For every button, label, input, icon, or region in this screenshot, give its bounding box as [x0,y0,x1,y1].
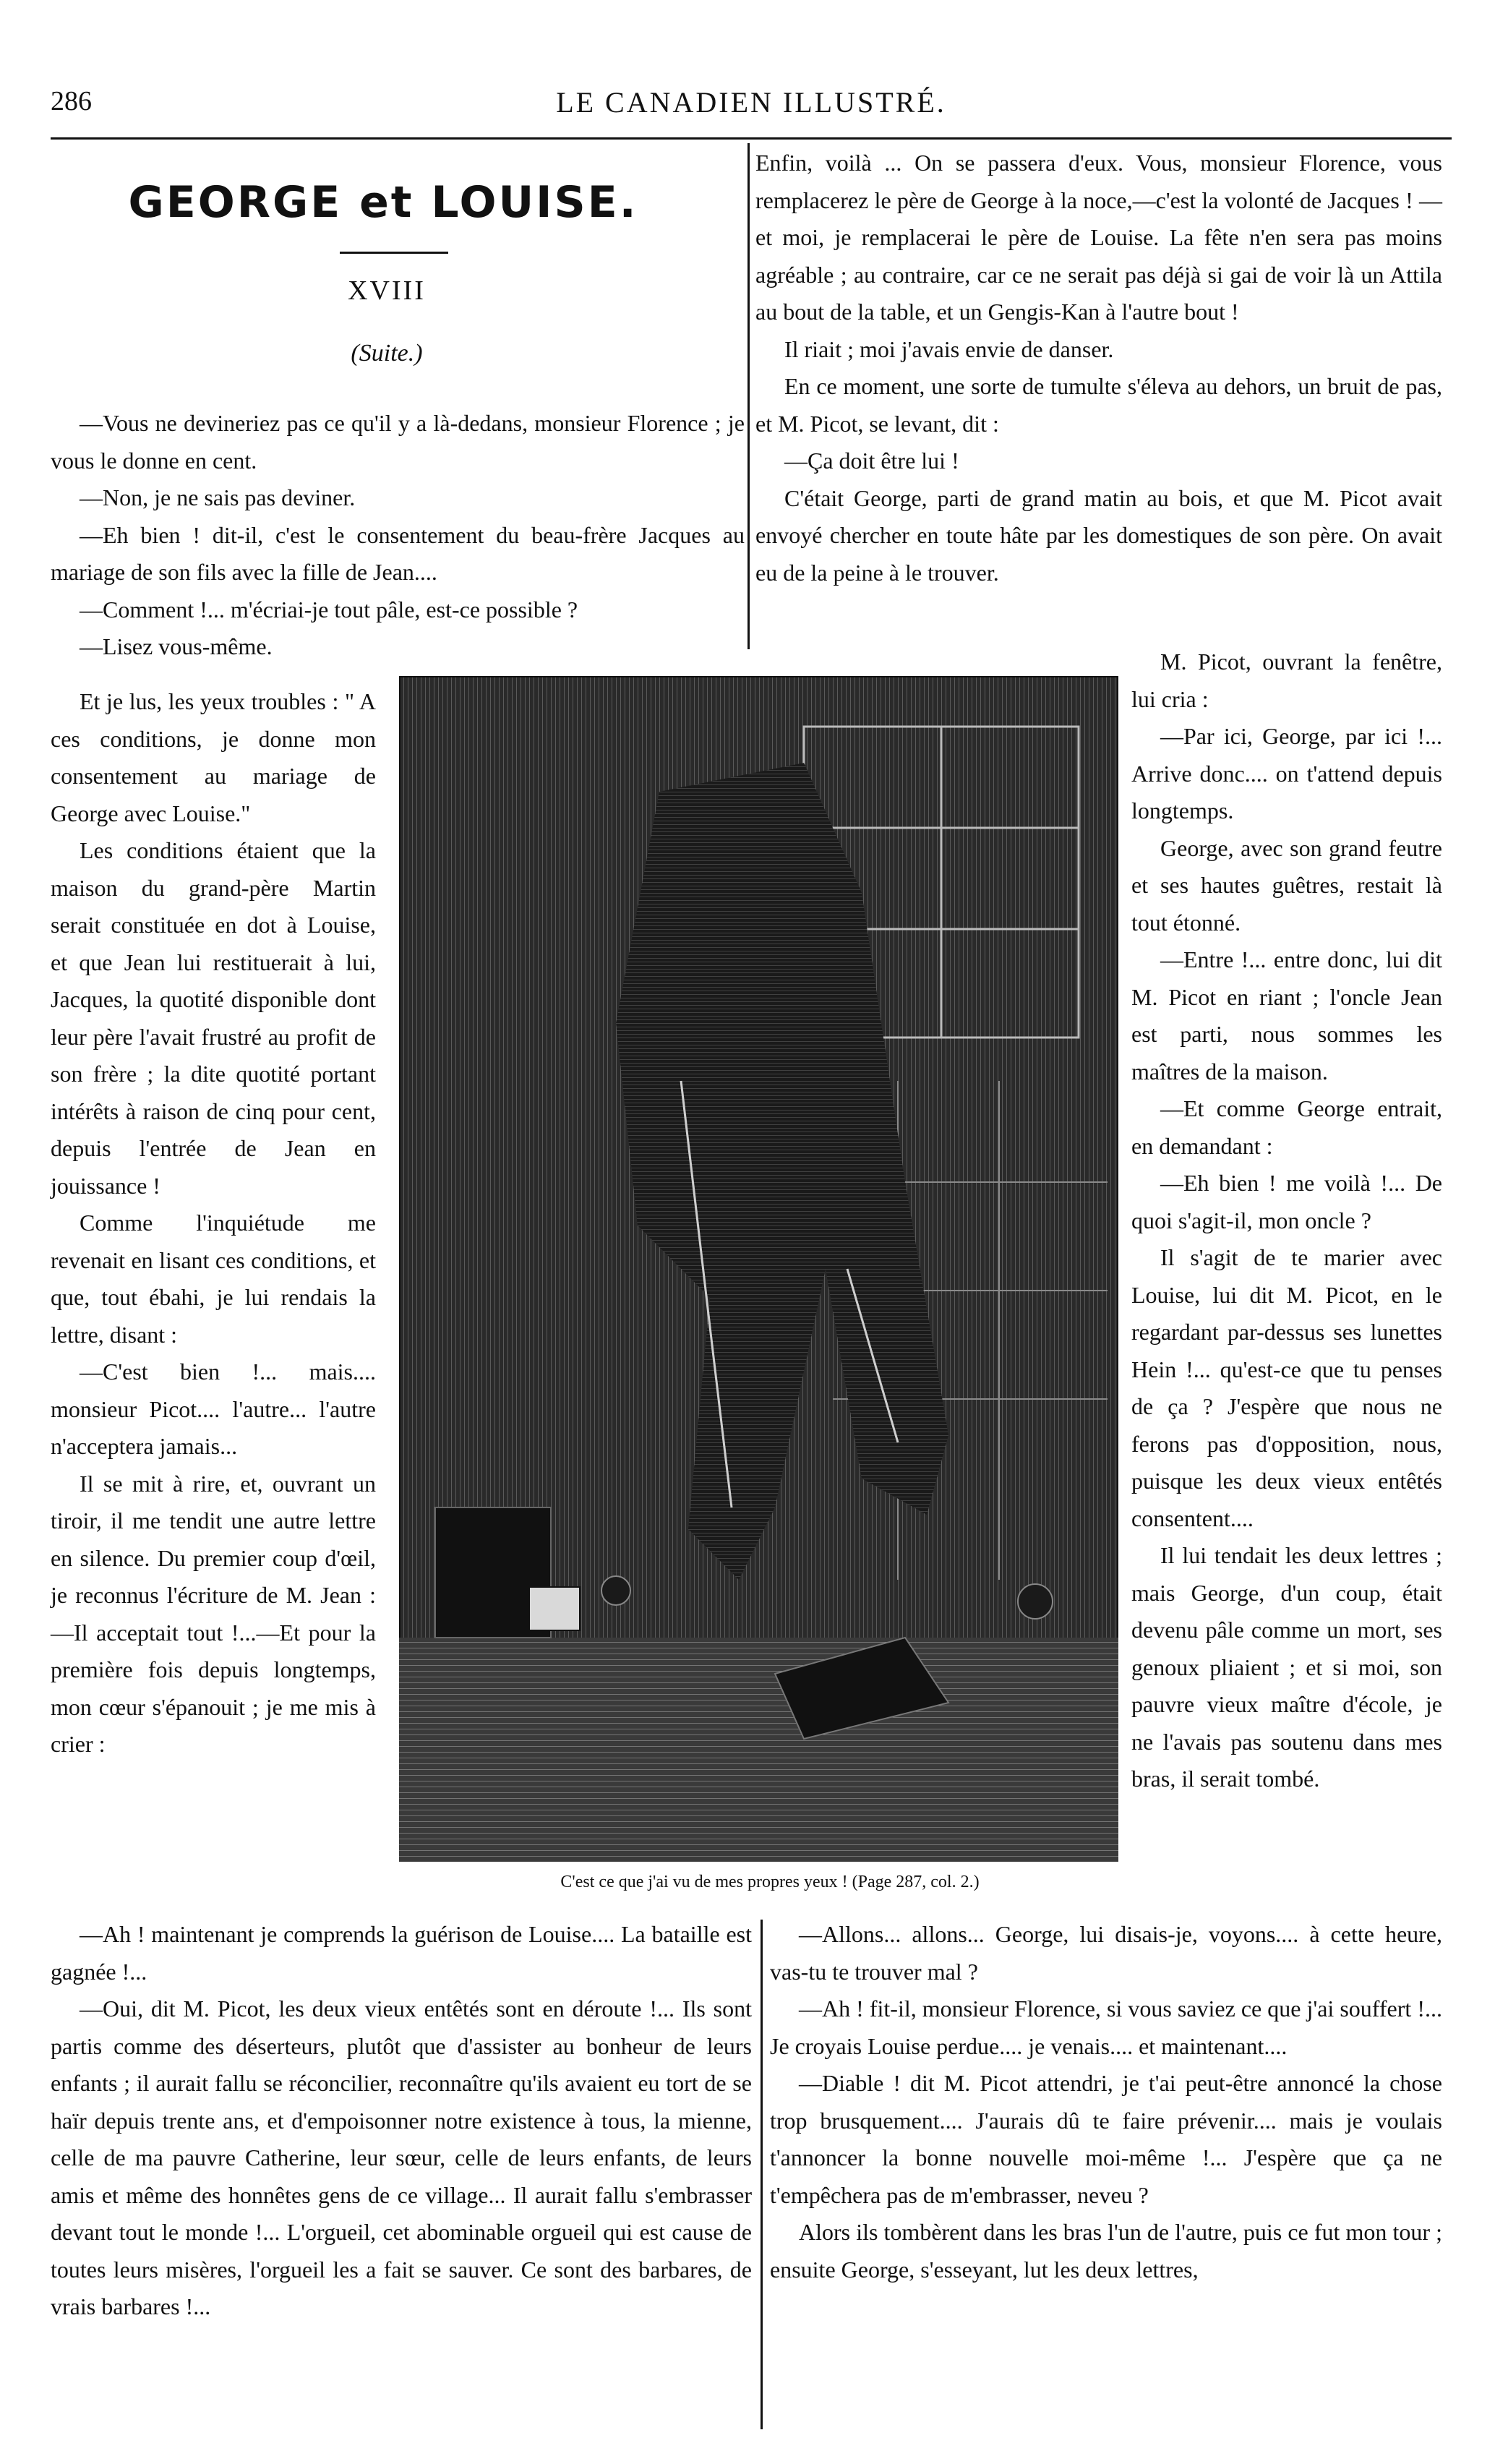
right-column-top [755,145,1442,591]
left-column-top [51,405,745,666]
column-divider-top [748,143,750,649]
paragraph: Il riait ; moi j'avais envie de danser. [784,335,1114,362]
paragraph: Les conditions étaient que la maison du grand-père Martin serait constituée en dot à Louise, et que Jean lui restituerait à lui, Jacques, la quotité disponible dont leur père l'avait frustré au profit de son frère ; la dite quotité portant intérêts à raison de cinq pour cent, depuis l'entrée de Jean en jouissance ! [51,837,376,1199]
figure-caption: C'est ce que j'ai vu de mes propres yeux ! (Page 287, col. 2.) [560,1873,980,1891]
paragraph: —Non, je ne sais pas deviner. [80,484,356,510]
paragraph: Enfin, voilà ... On se passera d'eux. Vous, monsieur Florence, vous remplacerez le père de George à la noce,—c'est la volonté de Jacques ! — et moi, je remplacerai le père de Louise. La fête n'en sera pas moins agréable ; au contraire, car ce ne serait pas déjà si gai de voir là un Attila au bout de la table, et un Gengis-Kan à l'autre bout ! [755,150,1442,325]
page-number: 286 [51,86,92,116]
paragraph: —Entre !... entre donc, lui dit M. Picot en riant ; l'oncle Jean est parti, nous sommes les maîtres de la maison. [1131,946,1442,1085]
paragraph: Il lui tendait les deux lettres ; mais George, d'un coup, était devenu pâle comme un mort, ses genoux pliaient ; et si moi, son pauvre vieux maître d'école, je ne l'avais pas soutenu dans mes bras, il serait tombé. [1131,1542,1442,1792]
paragraph: Comme l'inquiétude me revenait en lisant ces conditions, et que, tout ébahi, je lui rendais la lettre, disant : [51,1210,376,1348]
paragraph: George, avec son grand feutre et ses hautes guêtres, restait là tout étonné. [1131,834,1442,936]
journal-title: LE CANADIEN ILLUSTRÉ. [556,86,946,119]
paragraph: En ce moment, une sorte de tumulte s'éleva au dehors, un bruit de pas, et M. Picot, se levant, dit : [755,373,1442,437]
paragraph: Et je lus, les yeux troubles : " A ces conditions, je donne mon consentement au mariage de George avec Louise." [51,688,376,826]
paragraph: —Ça doit être lui ! [784,448,959,474]
paragraph: —Vous ne devineriez pas ce qu'il y a là-dedans, monsieur Florence ; je vous le donne en cent. [51,410,745,474]
continuation-note: (Suite.) [351,340,423,367]
paragraph: Alors ils tombèrent dans les bras l'un de l'autre, puis ce fut mon tour ; ensuite George, s'esseyant, lut les deux lettres, [770,2219,1442,2283]
running-head [51,85,1452,121]
paragraph: —C'est bien !... mais.... monsieur Picot.... l'autre... l'autre n'acceptera jamais... [51,1359,376,1459]
paragraph: C'était George, parti de grand matin au bois, et que M. Picot avait envoyé chercher en toute hâte par les domestiques de son père. On avait eu de la peine à le trouver. [755,484,1442,586]
paragraph: Il se mit à rire, et, ouvrant un tiroir, il me tendit une autre lettre en silence. Du premier coup d'œil, je reconnus l'écriture de M. Jean : —Il acceptait tout !...—Et pour la première fois depuis longtemps, mon cœur s'épanouit ; je me mis à crier : [51,1470,376,1757]
paragraph: —Diable ! dit M. Picot attendri, je t'ai peut-être annoncé la chose trop brusquement.... J'aurais dû te faire prévenir.... mais je voulais t'annoncer la bonne nouvelle moi-même !... J'espère que ça ne t'empêchera pas de m'embrasser, neveu ? [770,2070,1442,2208]
paragraph: —Ah ! fit-il, monsieur Florence, si vous saviez ce que j'ai souffert !... Je croyais Louise perdue.... je venais.... et maintenant.... [770,1995,1442,2059]
paragraph: —Par ici, George, par ici !... Arrive donc.... on t'attend depuis longtemps. [1131,723,1442,824]
left-column-bottom [51,1916,752,2326]
header-rule [51,137,1452,140]
paragraph: —Et comme George entrait, en demandant : [1131,1095,1442,1159]
paragraph: —Comment !... m'écriai-je tout pâle, est-ce possible ? [80,596,578,623]
right-column-bottom [770,1916,1442,2288]
article-title: GEORGE et LOUISE. [128,177,638,228]
paragraph: —Eh bien ! me voilà !... De quoi s'agit-il, mon oncle ? [1131,1170,1442,1233]
left-column-narrow [51,683,376,1763]
paragraph: —Eh bien ! dit-il, c'est le consentement du beau-frère Jacques au mariage de son fils avec la fille de Jean.... [51,521,745,585]
engraving-image [399,676,1118,1862]
paragraph: —Ah ! maintenant je comprends la guérison de Louise.... La bataille est gagnée !... [51,1921,752,1985]
paragraph: M. Picot, ouvrant la fenêtre, lui cria : [1131,649,1442,712]
column-divider-bottom [761,1920,763,2429]
chapter-number: XVIII [348,275,426,306]
engraving-illustration [399,676,1118,1862]
paragraph: —Allons... allons... George, lui disais-je, voyons.... à cette heure, vas-tu te trouver mal ? [770,1921,1442,1985]
paragraph: Il s'agit de te marier avec Louise, lui dit M. Picot, en le regardant par-dessus ses lunettes Hein !... qu'est-ce que tu penses de ça ? J'espère que nous ne ferons pas d'opposition, nous, puisque les deux vieux entêtés consentent.... [1131,1244,1442,1531]
title-rule [340,252,448,254]
paragraph: —Oui, dit M. Picot, les deux vieux entêtés sont en déroute !... Ils sont partis comme des déserteurs, plutôt que d'assister au bonheur de leurs enfants ; il aurait fallu se réconcilier, reconnaître qu'ils avaient eu tort de se haïr depuis trente ans, et d'empoisonner notre existence à tous, la mienne, celle de ma pauvre Catherine, leur sœur, celle de leurs enfants, de leurs amis et même des honnêtes gens de ce village... Il aurait fallu s'embrasser devant tout le monde !... L'orgueil, cet abominable orgueil qui est cause de toutes leurs misères, l'orgueil les a fait se sauver. Ce sont des barbares, de vrais barbares !... [51,1995,752,2319]
paragraph: —Lisez vous-même. [80,633,273,659]
right-column-narrow [1131,643,1442,1798]
